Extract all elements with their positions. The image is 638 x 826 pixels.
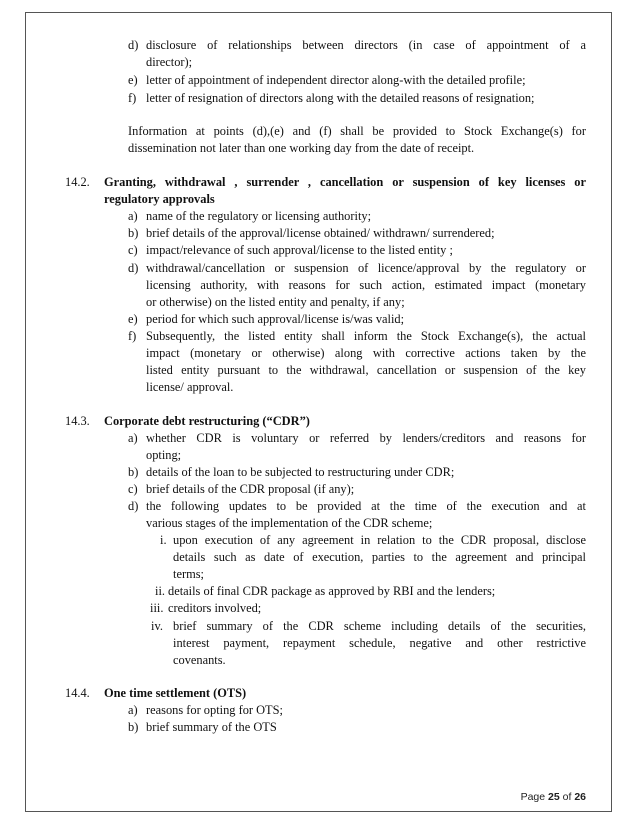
item-text: opting; [146,448,182,462]
section-number: 14.3. [65,414,90,428]
item-marker: d) [128,499,139,513]
subitem-text: brief summary of the CDR scheme including details of the securities, [173,619,586,633]
item-marker: d) [128,38,139,52]
item-text: brief details of the CDR proposal (if any); [146,482,355,496]
item-text: letter of resignation of directors along with the detailed reasons of resignation; [146,91,535,105]
section-title: Granting, withdrawal , surrender , cancellation or suspension of key licenses or [104,175,586,189]
item-marker: d) [128,261,139,275]
item-text: brief details of the approval/license obtained/ withdrawn/ surrendered; [146,226,495,240]
page-number [521,791,586,804]
subitem-text: covenants. [173,653,226,667]
item-text: details of the loan to be subjected to restructuring under CDR; [146,465,455,479]
page-label: Page [520,791,546,803]
section-title: One time settlement (OTS) [104,686,247,700]
subitem-marker: ii. [155,584,165,598]
item-text: or otherwise) on the listed entity and penalty, if any; [146,295,405,309]
section-number: 14.2. [65,175,90,189]
item-text: license/ approval. [146,380,234,394]
item-marker: a) [128,431,138,445]
page-of: of [562,791,572,803]
subitem-text: terms; [173,567,204,581]
total-pages: 26 [574,791,586,803]
item-text: withdrawal/cancellation or suspension of licence/approval by the regulatory or [146,261,586,275]
section-number: 14.4. [65,686,90,700]
section-title: regulatory approvals [104,192,215,206]
item-text: impact (monetary or otherwise) along with corrective actions taken by the [146,346,586,360]
subitem-text: details of final CDR package as approved by RBI and the lenders; [168,584,496,598]
item-marker: b) [128,226,139,240]
item-text: various stages of the implementation of the CDR scheme; [146,516,433,530]
item-text: licensing authority, with reasons for such action, estimated impact (monetary [146,278,586,292]
info-paragraph: dissemination not later than one working day from the date of receipt. [128,141,475,155]
subitem-text: interest payment, repayment schedule, negative and other restrictive [173,636,586,650]
current-page: 25 [548,791,560,803]
subitem-marker: iii. [150,601,164,615]
item-text: listed entity pursuant to the withdrawal, cancellation or suspension of the key [146,363,586,377]
item-text: disclosure of relationships between directors (in case of appointment of a [146,38,586,52]
item-marker: f) [128,329,137,343]
item-marker: a) [128,209,138,223]
item-text: director); [146,55,193,69]
item-marker: c) [128,243,138,257]
item-text: letter of appointment of independent director along-with the detailed profile; [146,73,526,87]
item-marker: c) [128,482,138,496]
item-marker: f) [128,91,137,105]
item-text: the following updates to be provided at the time of the execution and at [146,499,586,513]
item-text: period for which such approval/license is/was valid; [146,312,405,326]
subitem-text: creditors involved; [168,601,262,615]
section-title: Corporate debt restructuring (“CDR”) [104,414,310,428]
item-text: whether CDR is voluntary or referred by lenders/creditors and reasons for [146,431,586,445]
subitem-text: details such as date of execution, parties to the agreement and principal [173,550,586,564]
item-marker: b) [128,720,139,734]
subitem-text: upon execution of any agreement in relation to the CDR proposal, disclose [173,533,586,547]
item-text: reasons for opting for OTS; [146,703,283,717]
item-text: impact/relevance of such approval/license to the listed entity ; [146,243,453,257]
item-marker: b) [128,465,139,479]
item-marker: e) [128,73,138,87]
subitem-marker: iv. [151,619,163,633]
item-text: name of the regulatory or licensing authority; [146,209,372,223]
item-text: Subsequently, the listed entity shall inform the Stock Exchange(s), the actual [146,329,586,343]
subitem-marker: i. [160,533,167,547]
info-paragraph: Information at points (d),(e) and (f) shall be provided to Stock Exchange(s) for [128,124,586,138]
item-marker: e) [128,312,138,326]
item-marker: a) [128,703,138,717]
item-text: brief summary of the OTS [146,720,277,734]
